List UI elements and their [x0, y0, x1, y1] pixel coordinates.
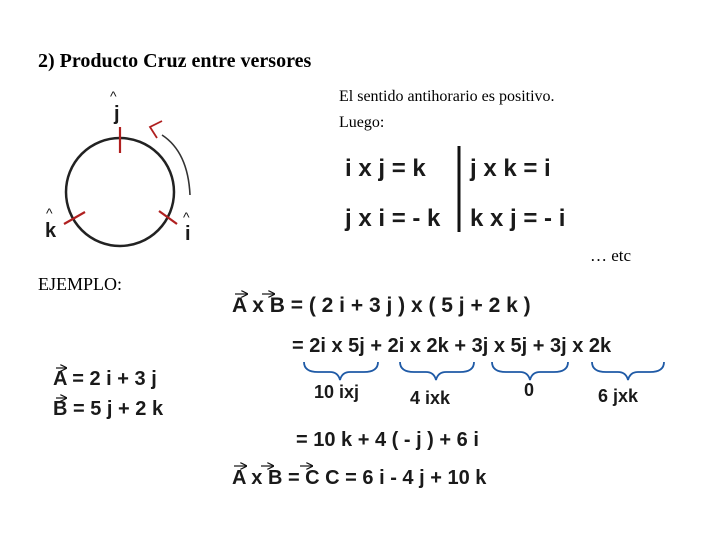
- solution-step-1: A x B = ( 2 i + 3 j ) x ( 5 j + 2 k ): [232, 294, 531, 317]
- hat-i-icon: ^: [183, 209, 190, 225]
- ejemplo-label: EJEMPLO:: [38, 274, 123, 294]
- hat-k-icon: ^: [46, 205, 53, 221]
- solution-step-3: = 10 k + 4 ( - j ) + 6 i: [296, 429, 479, 451]
- label-j: j: [114, 103, 120, 125]
- brace-term-3: [492, 362, 568, 380]
- rotation-arrow-icon: [150, 121, 162, 138]
- brace-result-1: 10 ixj: [314, 382, 360, 402]
- tick-i: [159, 211, 177, 224]
- slide-title: 2) Producto Cruz entre versores: [38, 50, 312, 72]
- vector-b-definition: B = 5 j + 2 k: [53, 398, 164, 420]
- rule-i-x-j: i x j = k: [345, 155, 426, 182]
- brace-term-1: [304, 362, 378, 380]
- solution-step-4: A x B = C C = 6 i - 4 j + 10 k: [232, 467, 487, 489]
- cross-product-rules: [344, 146, 565, 232]
- rule-k-x-j: k x j = - i: [470, 205, 566, 232]
- brace-result-3: 0: [524, 380, 535, 400]
- vector-a-definition: A = 2 i + 3 j: [53, 368, 157, 390]
- brace-term-2: [400, 362, 474, 380]
- label-k: k: [45, 220, 57, 242]
- versor-circle-diagram: [45, 88, 191, 246]
- solution-step-2: = 2i x 5j + 2i x 2k + 3j x 5j + 3j x 2k: [292, 335, 612, 357]
- worked-solution: [232, 294, 664, 489]
- unit-circle: [66, 138, 174, 246]
- description-line-2: Luego:: [339, 114, 385, 131]
- brace-result-2: 4 ixk: [410, 388, 451, 408]
- rule-j-x-k: j x k = i: [470, 155, 551, 182]
- rule-j-x-i: j x i = - k: [345, 205, 441, 232]
- etc-label: … etc: [590, 246, 632, 265]
- hat-j-icon: ^: [110, 88, 117, 104]
- label-i: i: [185, 223, 191, 245]
- example-vectors: [53, 368, 164, 420]
- description-line-1: El sentido antihorario es positivo.: [339, 88, 555, 105]
- brace-term-4: [592, 362, 664, 380]
- brace-result-4: 6 jxk: [598, 386, 639, 406]
